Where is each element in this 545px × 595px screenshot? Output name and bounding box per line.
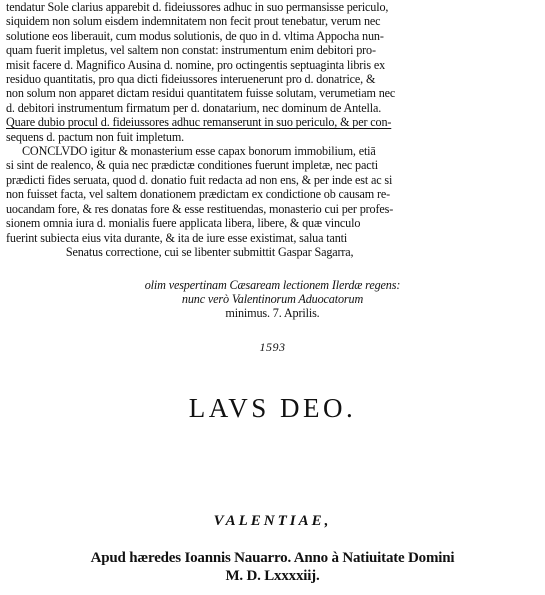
imprint-line: M. D. Lxxxxiij. — [225, 568, 320, 584]
text-line: uocandam fore, & res donatas fore & esse restituendas, monasterio cui per profes- — [6, 201, 394, 216]
text-line: non solum non apparet dictam residui quantitatem fuisse solutam, verumetiam nec — [6, 86, 396, 101]
closing-line: nunc verò Valentinorum Aduocatorum — [181, 292, 364, 307]
text-line: Senatus correctione, cui se libenter submittit Gaspar Sagarra, — [65, 244, 354, 259]
imprint — [0, 549, 545, 585]
text-line: prædicti fides seruata, quod d. donatio fuit redacta ad non ens, & per inde est ac si — [6, 172, 393, 187]
text-line: misit facere d. Magnifico Ausina d. nomine, pro octingentis septuaginta libris ex — [6, 57, 386, 72]
text-line: quam fuerit impletus, vel saltem non constat: instrumentum enim debitori pro- — [6, 43, 376, 58]
text-line: tendatur Sole clarius apparebit d. fideiussores adhuc in suo permansisse periculo, — [6, 0, 389, 14]
text-line-underlined: Quare dubio procul d. fideiussores adhuc remanserunt in suo periculo, & per con- — [6, 115, 392, 130]
imprint-line: Apud hæredes Ioannis Nauarro. Anno à Natiuitate Domini — [90, 550, 455, 566]
date-year: 1593 — [259, 340, 286, 354]
text-line: non fuisset facta, vel saltem donationem prædictam ex condictione ob causam re- — [6, 187, 391, 202]
signature-block — [0, 278, 545, 321]
text-line: residuo quantitatis, pro qua dicti fideiussores interuenerunt pro d. donatrice, & — [6, 72, 376, 87]
text-line: sequens d. pactum non fuit impletum. — [6, 129, 185, 144]
closing-line: minimus. 7. Aprilis. — [225, 306, 320, 321]
text-line: d. debitori instrumentum firmatum per d. donatarium, nec dominum de Antella. — [6, 100, 382, 115]
text-line: si sint de realenco, & quia nec prædictæ conditiones fuerunt impletæ, nec pacti — [6, 158, 378, 173]
text-line: solutione eos liberauit, cum modus solutionis, de quo in d. vltima Appocha nun- — [6, 28, 384, 43]
conclusion-first-line: CONCLVDO igitur & monasterium esse capax bonorum immobilium, etiā — [21, 144, 376, 159]
imprint-city: VALENTIAE, — [213, 513, 332, 529]
closing-line: olim vespertinam Cæsaream lectionem Ilerdæ regens: — [144, 278, 401, 292]
text-line: fuerint subiecta eius vita durante, & ita de iure esse existimat, salua tanti — [6, 230, 348, 245]
text-line: sionem omnia iura d. monialis fuere applicata libera, libere, & quæ vinculo — [6, 216, 361, 231]
text-line: siquidem non solum eisdem indemnitatem non fecit prout tenebatur, verum nec — [6, 14, 381, 29]
legal-opinion-text — [6, 0, 540, 259]
laus-deo-heading: LAVS DEO. — [188, 393, 357, 423]
